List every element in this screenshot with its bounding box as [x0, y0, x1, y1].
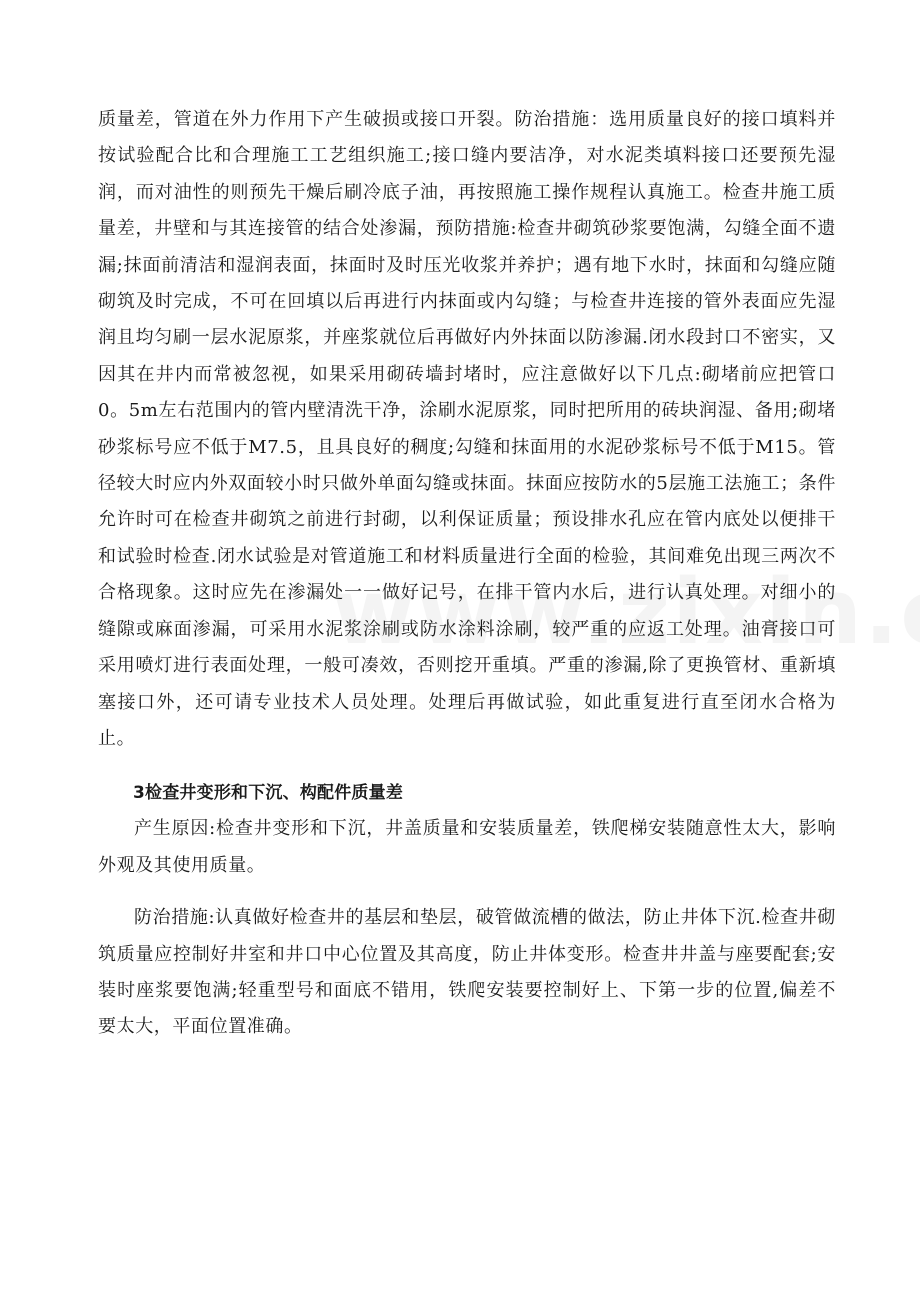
- section-heading-3: 3检查井变形和下沉、构配件质量差: [133, 783, 404, 804]
- paragraph-measures: 防治措施:认真做好检查井的基层和垫层，破管做流槽的做法，防止井体下沉.检查井砌筑质量应控制好井室和井口中心位置及其高度，防止井体变形。检查井井盖与座要配套;安装时座浆要饱满;轻重型号和面底不错用，铁爬安装要控制好上、下第一步的位置,偏差不要太大，平面位置准确。: [98, 907, 836, 1038]
- paragraph-closed-water-test: 质量差，管道在外力作用下产生破损或接口开裂。防治措施：选用质量良好的接口填料并按试验配合比和合理施工工艺组织施工;接口缝内要洁净，对水泥类填料接口还要预先湿润，而对油性的则预先干燥后刷冷底子油，再按照施工操作规程认真施工。检查井施工质量差，井壁和与其连接管的结合处渗漏，预防措施:检查井砌筑砂浆要饱满，勾缝全面不遗漏;抹面前清洁和湿润表面，抹面时及时压光收浆并养护；遇有地下水时，抹面和勾缝应随砌筑及时完成，不可在回填以后再进行内抹面或内勾缝；与检查井连接的管外表面应先湿润且均匀刷一层水泥原浆，并座浆就位后再做好内外抹面以防渗漏.闭水段封口不密实，又因其在井内而常被忽视，如果采用砌砖墙封堵时，应注意做好以下几点:砌堵前应把管口0。5m左右范围内的管内壁清洗干净，涂刷水泥原浆，同时把所用的砖块润湿、备用;砌堵砂浆标号应不低于M7.5，且具良好的稠度;勾缝和抹面用的水泥砂浆标号不低于M15。管径较大时应内外双面较小时只做外单面勾缝或抹面。抹面应按防水的5层施工法施工；条件允许时可在检查井砌筑之前进行封砌，以利保证质量；预设排水孔应在管内底处以便排干和试验时检查.闭水试验是对管道施工和材料质量进行全面的检验，其间难免出现三两次不合格现象。这时应先在渗漏处一一做好记号，在排干管内水后，进行认真处理。对细小的缝隙或麻面渗漏，可采用水泥浆涂刷或防水涂料涂刷，较严重的应返工处理。油膏接口可采用喷灯进行表面处理，一般可凑效，否则挖开重填。严重的渗漏,除了更换管材、重新填塞接口外，还可请专业技术人员处理。处理后再做试验，如此重复进行直至闭水合格为止。: [98, 109, 836, 749]
- document-body: [98, 102, 836, 1046]
- paragraph-cause: 产生原因:检查井变形和下沉，井盖质量和安装质量差，铁爬梯安装随意性太大，影响外观及其使用质量。: [98, 818, 836, 876]
